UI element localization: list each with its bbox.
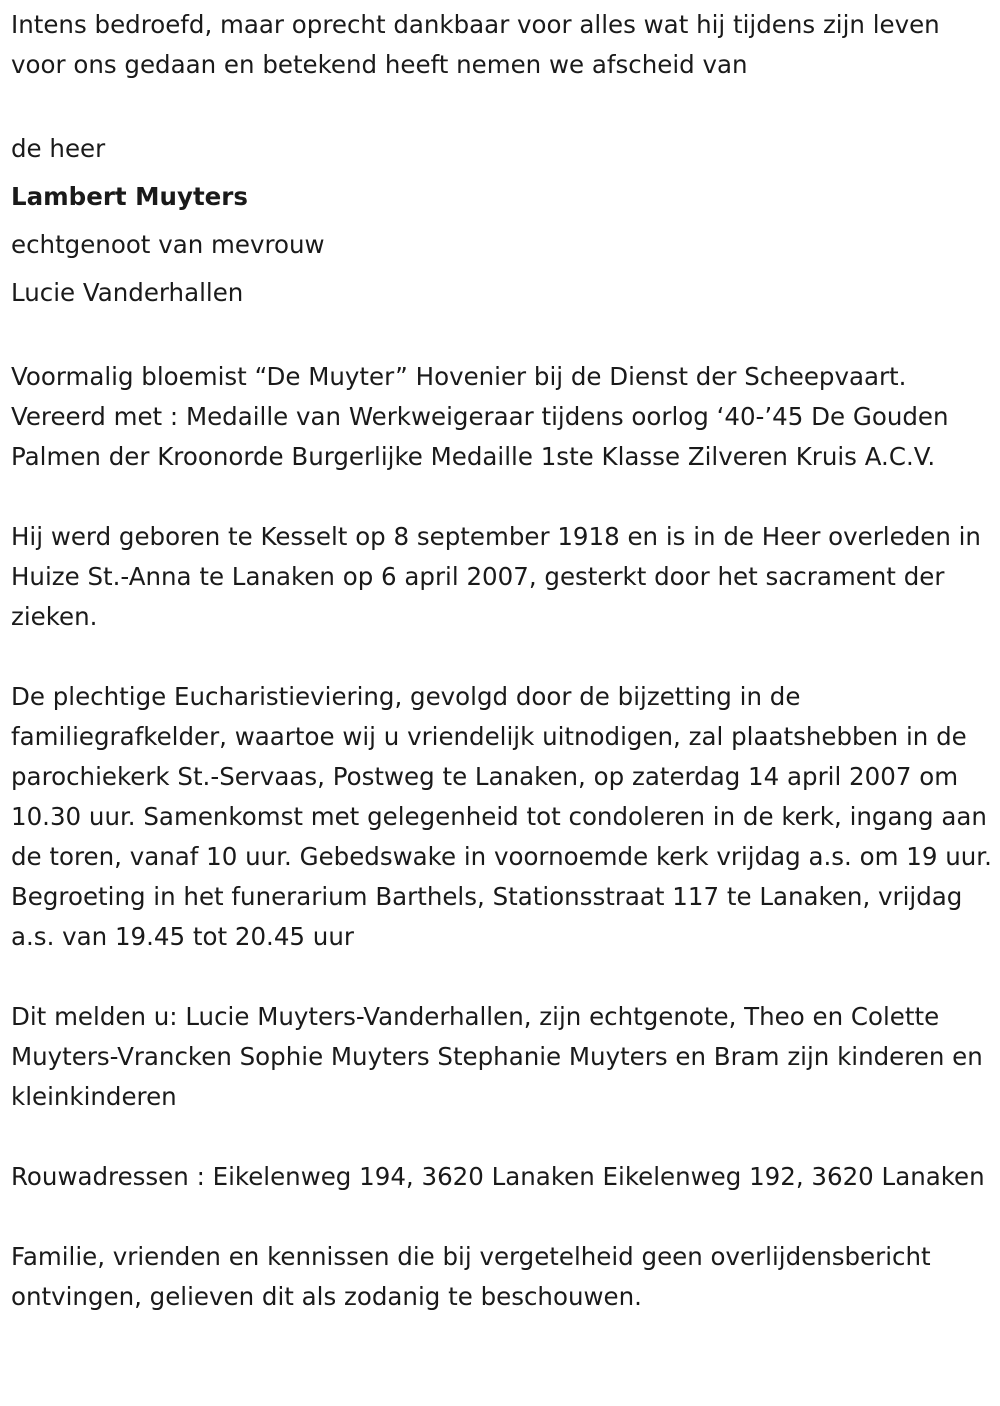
salutation: de heer [11,134,106,163]
closing-paragraph: Familie, vrienden en kennissen die bij vergetelheid geen overlijdensbericht ontvingen, gelieven dit als zodanig te beschouwen. [11,1242,931,1311]
mourning-addresses-paragraph: Rouwadressen : Eikelenweg 194, 3620 Lanaken Eikelenweg 192, 3620 Lanaken [11,1162,985,1191]
spouse-name: Lucie Vanderhallen [11,278,244,307]
announced-by-paragraph: Dit melden u: Lucie Muyters-Vanderhallen, zijn echtgenote, Theo en Colette Muyters-Vrancken Sophie Muyters Stephanie Muyters en Bram zijn kinderen en kleinkinderen [11,1002,983,1111]
spouse-label: echtgenoot van mevrouw [11,230,325,259]
career-paragraph: Voormalig bloemist “De Muyter” Hovenier bij de Dienst der Scheepvaart. Vereerd met : Medaille van Werkweigeraar tijdens oorlog ‘40-’45 De Gouden Palmen der Kroonorde Burgerlijke Medaille 1ste Klasse Zilveren Kruis A.C.V. [11,362,949,471]
ceremony-paragraph: De plechtige Eucharistieviering, gevolgd door de bijzetting in de familiegrafkelder, waartoe wij u vriendelijk uitnodigen, zal plaatshebben in de parochiekerk St.-Servaas, Postweg te Lanaken, op zaterdag 14 april 2007 om 10.30 uur. Samenkomst met gelegenheid tot condoleren in de kerk, ingang aan de toren, vanaf 10 uur. Gebedswake in voornoemde kerk vrijdag a.s. om 19 uur. Begroeting in het funerarium Barthels, Stationsstraat 117 te Lanaken, vrijdag a.s. van 19.45 tot 20.45 uur [11,682,992,951]
birth-death-paragraph: Hij werd geboren te Kesselt op 8 september 1918 en is in de Heer overleden in Huize St.-Anna te Lanaken op 6 april 2007, gesterkt door het sacrament der zieken. [11,522,981,631]
name-block [11,125,996,317]
obituary-document [11,5,996,1317]
deceased-name: Lambert Muyters [11,182,248,211]
intro-paragraph: Intens bedroefd, maar oprecht dankbaar voor alles wat hij tijdens zijn leven voor ons gedaan en betekend heeft nemen we afscheid van [11,10,940,79]
